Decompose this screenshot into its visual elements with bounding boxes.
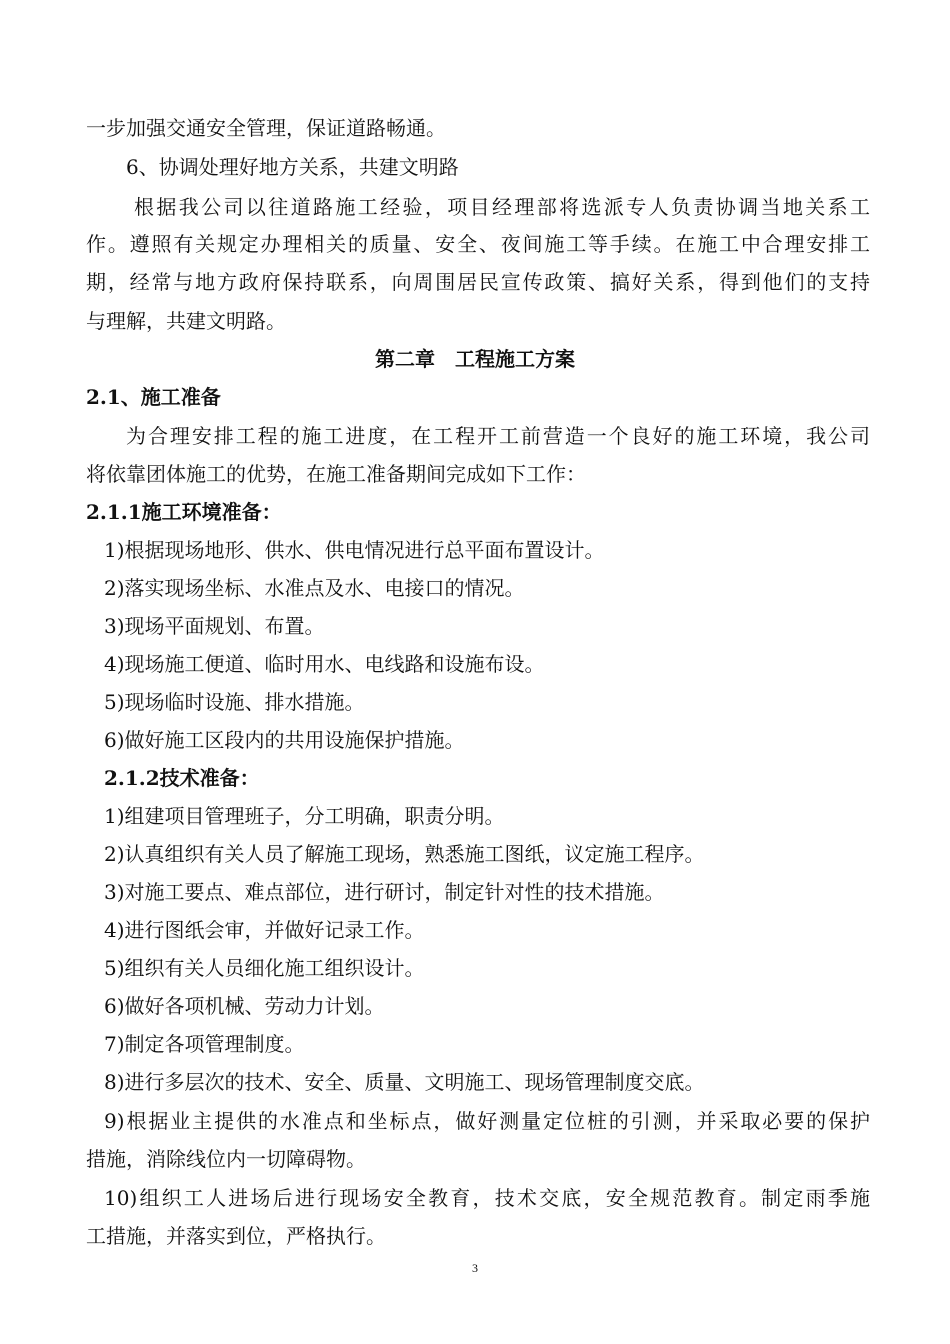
list-item: 1)组建项目管理班子，分工明确，职责分明。 (104, 804, 505, 828)
paragraph-line: 与理解，共建文明路。 (86, 309, 286, 333)
paragraph-line: 将依靠团体施工的优势，在施工准备期间完成如下工作： (86, 462, 586, 486)
list-item: 8)进行多层次的技术、安全、质量、文明施工、现场管理制度交底。 (104, 1070, 705, 1094)
page-number: 3 (472, 1261, 478, 1275)
paragraph-line: 为合理安排工程的施工进度，在工程开工前营造一个良好的施工环境，我公司 (126, 424, 870, 448)
section-heading: 6、协调处理好地方关系，共建文明路 (126, 155, 459, 179)
subsection-heading: 2.1.1施工环境准备： (86, 500, 282, 524)
list-item: 4)现场施工便道、临时用水、电线路和设施布设。 (104, 652, 545, 676)
list-item: 4)进行图纸会审，并做好记录工作。 (104, 918, 425, 942)
section-heading: 2.1、施工准备 (86, 385, 221, 409)
list-item: 7)制定各项管理制度。 (104, 1032, 305, 1056)
list-item: 2)落实现场坐标、水准点及水、电接口的情况。 (104, 576, 525, 600)
list-item: 2)认真组织有关人员了解施工现场，熟悉施工图纸，议定施工程序。 (104, 842, 705, 866)
list-item: 6)做好施工区段内的共用设施保护措施。 (104, 728, 465, 752)
subsection-heading: 2.1.2技术准备： (104, 766, 260, 790)
list-item-continuation: 工措施，并落实到位，严格执行。 (86, 1224, 386, 1248)
list-item: 1)根据现场地形、供水、供电情况进行总平面布置设计。 (104, 538, 605, 562)
paragraph-line: 作。遵照有关规定办理相关的质量、安全、夜间施工等手续。在施工中合理安排工 (86, 232, 870, 256)
list-item: 6)做好各项机械、劳动力计划。 (104, 994, 385, 1018)
chapter-title: 第二章 工程施工方案 (375, 347, 575, 371)
list-item: 5)组织有关人员细化施工组织设计。 (104, 956, 425, 980)
list-item: 3)对施工要点、难点部位，进行研讨，制定针对性的技术措施。 (104, 880, 665, 904)
list-item-continuation: 措施，消除线位内一切障碍物。 (86, 1147, 366, 1171)
list-item: 3)现场平面规划、布置。 (104, 614, 325, 638)
list-item: 5)现场临时设施、排水措施。 (104, 690, 365, 714)
paragraph-line: 一步加强交通安全管理，保证道路畅通。 (86, 116, 446, 140)
paragraph-line: 根据我公司以往道路施工经验，项目经理部将选派专人负责协调当地关系工 (134, 195, 870, 219)
list-item: 9)根据业主提供的水准点和坐标点，做好测量定位桩的引测，并采取必要的保护 (104, 1109, 870, 1133)
paragraph-line: 期，经常与地方政府保持联系，向周围居民宣传政策、搞好关系，得到他们的支持 (86, 270, 870, 294)
list-item: 10)组织工人进场后进行现场安全教育，技术交底，安全规范教育。制定雨季施 (104, 1186, 870, 1210)
